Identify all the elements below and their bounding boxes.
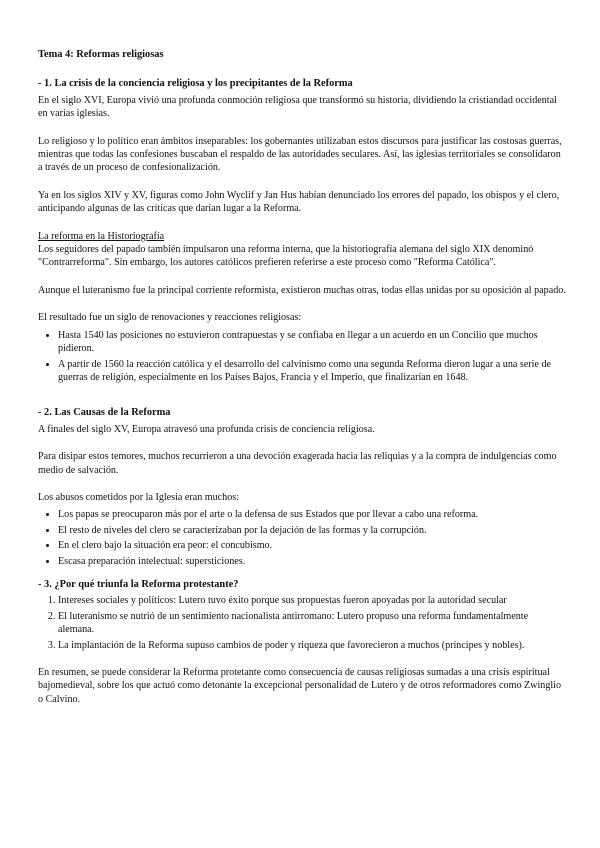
- section-1-paragraph-5: Aunque el luteranismo fue la principal corriente reformista, existieron muchas otras, todas ellas unidas por su oposición al papado.: [38, 284, 566, 296]
- list-item: 2. El luteranismo se nutrió de un sentimiento nacionalista antirromano: Lutero propuso una reforma fundamentalmente alemana.: [58, 610, 566, 637]
- section-1-heading: - 1. La crisis de la conciencia religiosa y los precipitantes de la Reforma: [38, 78, 353, 90]
- section-1-paragraph-4: Los seguidores del papado también impulsaron una reforma interna, que la historiografía alemana del siglo XIX denominó "Contrarreforma". Sin embargo, los autores católicos prefieren referirse a este proceso como "Reforma Católica".: [38, 244, 534, 269]
- section-1-paragraph-6: El resultado fue un siglo de renovaciones y reacciones religiosas:: [38, 312, 302, 324]
- document-title: Tema 4: Reformas religiosas: [38, 49, 164, 60]
- section-1-bullet-list: [38, 329, 566, 385]
- list-item: • Hasta 1540 las posiciones no estuvieron contrapuestas y se confiaba en llegar a un acuerdo en un Concilio que muchos pidieron.: [58, 329, 566, 356]
- list-item: 1. Intereses sociales y políticos: Lutero tuvo éxito porque sus propuestas fueron apoyadas por la autoridad secular: [58, 594, 566, 607]
- section-2-heading: - 2. Las Causas de la Reforma: [38, 407, 171, 419]
- list-item: • Los papas se preocuparon más por el arte o la defensa de sus Estados que por llevar a cabo una reforma.: [58, 508, 566, 521]
- list-item: • A partir de 1560 la reacción católica y el desarrollo del calvinismo como una segunda Reforma dieron lugar a una serie de guerras de religión, especialmente en los Países Bajos, Francia y el Imperio, que finalizarían en 1648.: [58, 358, 566, 385]
- historiography-subheading: La reforma en la Historiografía: [38, 230, 165, 242]
- list-item: • El resto de niveles del clero se caracterizaban por la dejación de las formas y la corrupción.: [58, 524, 566, 537]
- section-1-paragraph-2: Lo religioso y lo político eran ámbitos inseparables: los gobernantes utilizaban estos discursos para justificar las costosas guerras, mientras que todas las confesiones buscaban el respaldo de las autoridades seculares. Así, las iglesias territoriales se consolidaron a través de un proceso de confesionalización.: [38, 135, 562, 174]
- section-2-bullet-list: [38, 508, 566, 568]
- list-item: • En el clero bajo la situación era peor: el concubismo.: [58, 539, 566, 552]
- section-2-paragraph-2: Para disipar estos temores, muchos recurrieron a una devoción exagerada hacia las reliquias y a la compra de indulgencias como medio de salvación.: [38, 451, 557, 476]
- section-3-heading: - 3. ¿Por qué triunfa la Reforma protestante?: [38, 578, 239, 590]
- section-3-numbered-list: [38, 594, 566, 652]
- section-1-paragraph-1: En el siglo XVI, Europa vivió una profunda conmoción religiosa que transformó su historia, dividiendo la cristiandad occidental en varias iglesias.: [38, 94, 557, 120]
- list-item: • Escasa preparación intelectual: supersticiones.: [58, 555, 566, 568]
- section-2-paragraph-3: Los abusos cometidos por la Iglesia eran muchos:: [38, 491, 239, 503]
- section-2-paragraph-1: A finales del siglo XV, Europa atravesó una profunda crisis de conciencia religiosa.: [38, 423, 375, 435]
- section-1-paragraph-3: Ya en los siglos XIV y XV, figuras como John Wyclif y Jan Hus habían denunciado los errores del papado, los obispos y el clero, anticipando algunas de las críticas que darían lugar a la Reforma.: [38, 189, 560, 215]
- list-item: 3. La implantación de la Reforma supuso cambios de poder y riqueza que favorecieron a muchos (príncipes y nobles).: [58, 639, 566, 652]
- document-page: [38, 48, 566, 706]
- section-3-conclusion: En resumen, se puede considerar la Reforma protetante como consecuencia de causas religiosas sumadas a una crisis espiritual bajomedieval, sobre los que actuó como detonante la excepcional personalidad de Lutero y de otros reformadores como Zwinglio o Calvino.: [38, 667, 562, 705]
